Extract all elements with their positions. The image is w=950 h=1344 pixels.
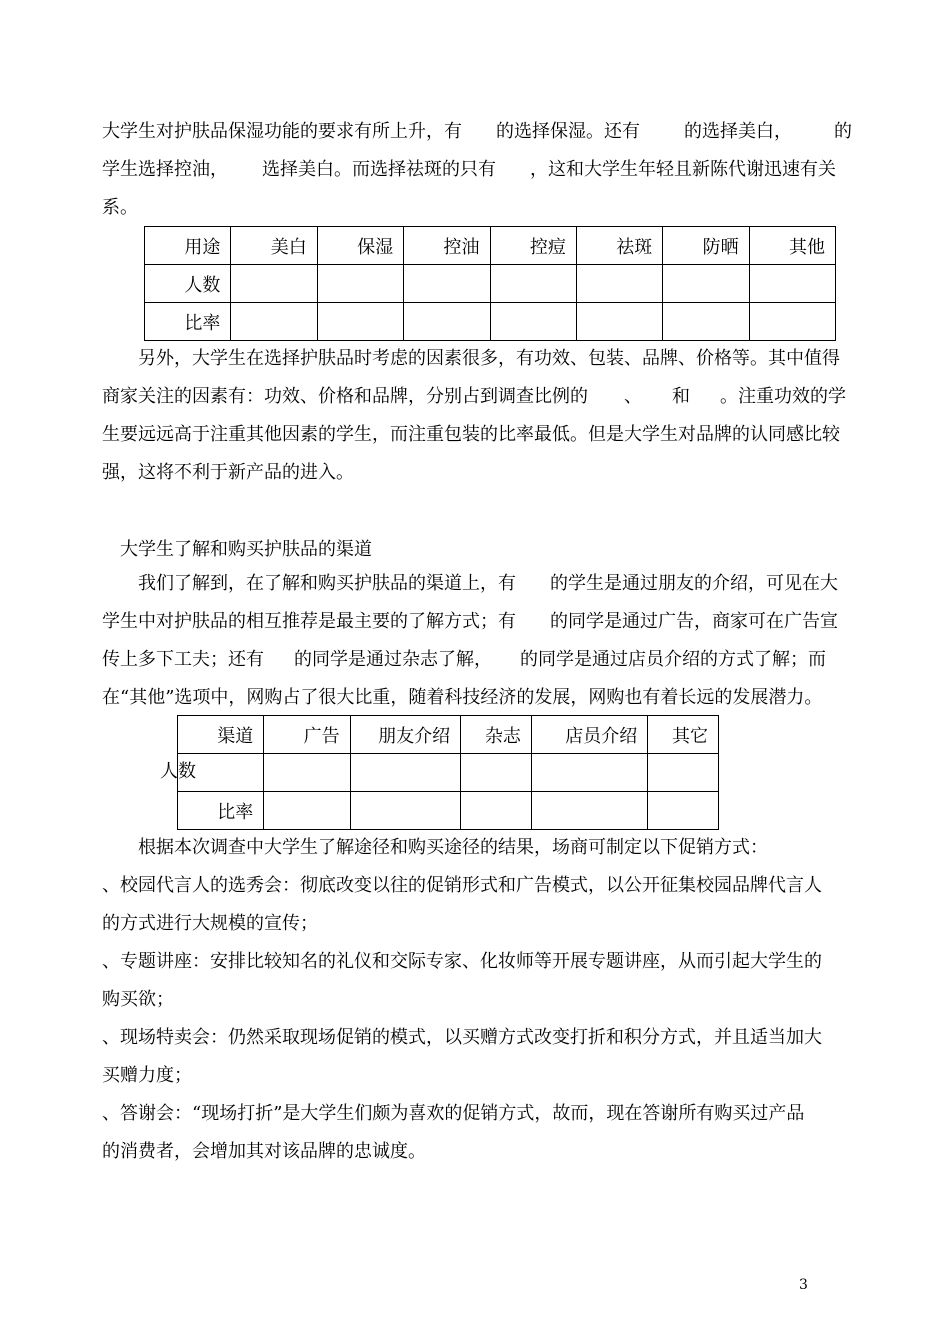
table-header-cell: 保湿 [317,227,403,265]
list-item: 、答谢会：“现场打折”是大学生们颇为喜欢的促销方式，故而，现在答谢所有购买过产品 [102,1103,805,1124]
table-header-cell: 控油 [404,227,490,265]
table-header-cell: 广告 [264,716,350,754]
row-label: 人数 [160,761,196,782]
table-cell [490,303,576,341]
table-cell [461,754,532,792]
table-header-cell: 店员介绍 [531,716,647,754]
table-cell [749,265,835,303]
paragraph3-line1: 我们了解到，在了解和购买护肤品的渠道上，有 的学生是通过朋友的介绍，可见在大 [138,573,838,594]
table-cell [264,754,350,792]
page-number: 3 [799,1277,808,1293]
table-cell [317,265,403,303]
table-header-cell: 美白 [231,227,317,265]
usage-table [144,226,836,341]
table-cell [648,754,719,792]
table-cell [231,265,317,303]
table-cell [264,792,350,830]
paragraph2-line3: 生要远远高于注重其他因素的学生，而注重包装的比率最低。但是大学生对品牌的认同感比较 [102,424,840,445]
paragraph2-line4: 强，这将不利于新产品的进入。 [102,462,354,483]
list-item-continuation: 购买欲； [102,989,174,1010]
table-header-cell: 杂志 [461,716,532,754]
paragraph1-line1: 大学生对护肤品保湿功能的要求有所上升，有 的选择保湿。还有 的选择美白， 的 [102,121,852,142]
table-cell [350,754,461,792]
table-cell [648,792,719,830]
paragraph1-line2: 学生选择控油， 选择美白。而选择祛斑的只有 ，这和大学生年轻且新陈代谢迅速有关 [102,159,836,180]
section-heading: 大学生了解和购买护肤品的渠道 [120,539,372,560]
table-header-cell: 防晒 [663,227,749,265]
table-cell [350,792,461,830]
table-cell [404,265,490,303]
list-item: 、校园代言人的选秀会：彻底改变以往的促销形式和广告模式，以公开征集校园品牌代言人 [102,875,822,896]
row-label: 比率 [145,303,231,341]
table-header-row [145,227,836,265]
paragraph3-line4: 在“其他”选项中，网购占了很大比重，随着科技经济的发展，网购也有着长远的发展潜力。 [102,687,823,708]
table-header-cell: 其它 [648,716,719,754]
table-cell [461,792,532,830]
table-cell [576,265,662,303]
paragraph4-intro: 根据本次调查中大学生了解途径和购买途径的结果，场商可制定以下促销方式： [138,837,768,858]
row-label: 比率 [178,792,264,830]
table-header-cell: 控痘 [490,227,576,265]
list-item: 、专题讲座：安排比较知名的礼仪和交际专家、化妆师等开展专题讲座，从而引起大学生的 [102,951,822,972]
row-label: 人数 [145,265,231,303]
table-cell [531,792,647,830]
table-row [145,265,836,303]
table-cell [317,303,403,341]
table-header-cell: 渠道 [178,716,264,754]
table-header-cell: 用途 [145,227,231,265]
table-cell [576,303,662,341]
table-row [178,792,719,830]
list-item-continuation: 买赠力度； [102,1065,192,1086]
table-header-cell: 其他 [749,227,835,265]
table-cell [749,303,835,341]
channel-table [177,715,719,830]
list-item: 、现场特卖会：仍然采取现场促销的模式，以买赠方式改变打折和积分方式，并且适当加大 [102,1027,822,1048]
paragraph1-line3: 系。 [102,197,138,218]
table-row [178,754,719,792]
list-item-continuation: 的消费者，会增加其对该品牌的忠诚度。 [102,1141,426,1162]
paragraph2-line1: 另外，大学生在选择护肤品时考虑的因素很多，有功效、包装、品牌、价格等。其中值得 [138,348,840,369]
paragraph2-line2: 商家关注的因素有：功效、价格和品牌，分别占到调查比例的 、 和 。注重功效的学 [102,386,846,407]
paragraph3-line3: 传上多下工夫；还有 的同学是通过杂志了解， 的同学是通过店员介绍的方式了解；而 [102,649,826,670]
table-header-cell: 朋友介绍 [350,716,461,754]
table-cell [231,303,317,341]
table-row [145,303,836,341]
table-cell [531,754,647,792]
table-header-row [178,716,719,754]
paragraph3-line2: 学生中对护肤品的相互推荐是最主要的了解方式；有 的同学是通过广告，商家可在广告宣 [102,611,838,632]
table-cell [663,265,749,303]
list-item-continuation: 的方式进行大规模的宣传； [102,913,318,934]
table-cell [490,265,576,303]
table-header-cell: 祛斑 [576,227,662,265]
table-cell [663,303,749,341]
table-cell [404,303,490,341]
